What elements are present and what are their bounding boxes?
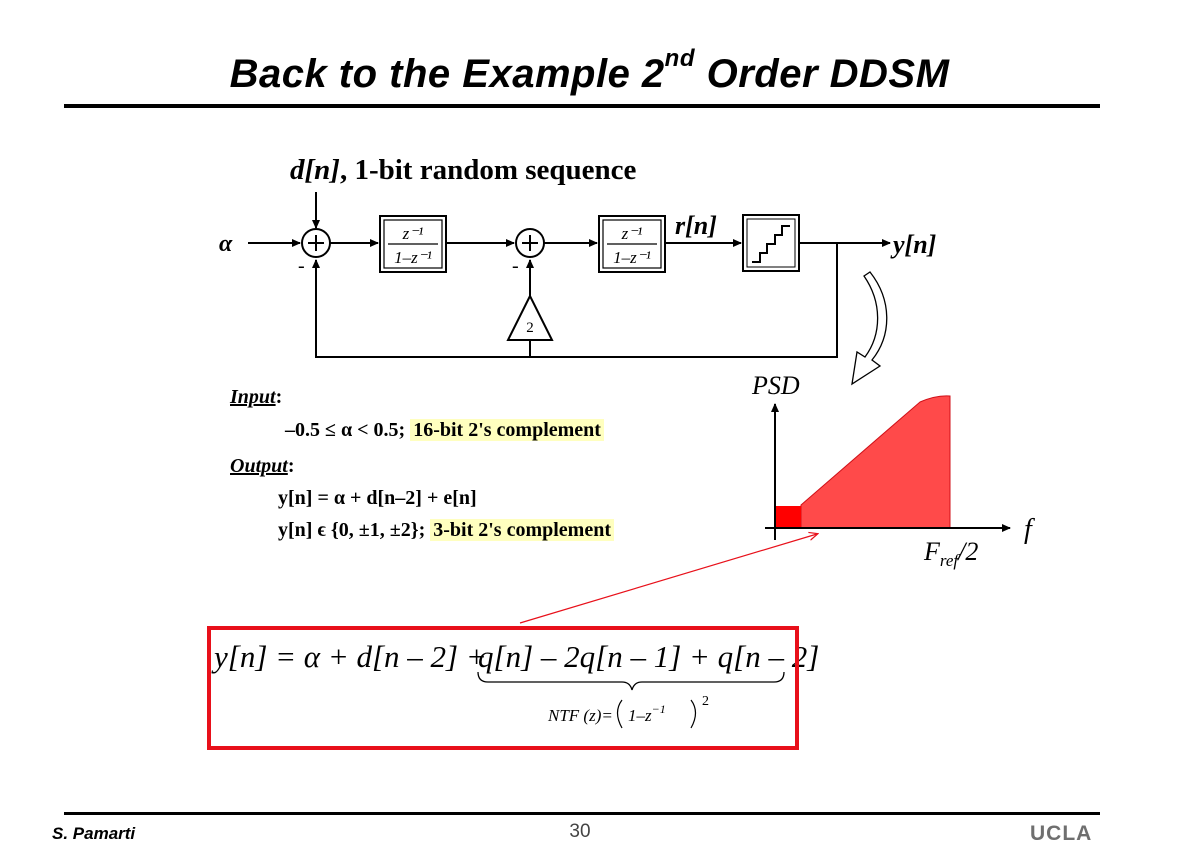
ntf-outer-exponent: 2 [702, 694, 709, 709]
integrator2-numerator: z⁻¹ [621, 224, 643, 243]
equation-box [207, 626, 799, 750]
footer-rule [64, 812, 1100, 815]
summing-junction-2 [516, 229, 544, 257]
gain-block [508, 296, 552, 340]
equation-lhs: y[n] = α + d[n – 2] + [214, 639, 487, 674]
integrator1-denominator: 1–z⁻¹ [394, 248, 432, 267]
input-format-highlight: 16-bit 2's complement [410, 419, 604, 441]
ucla-logo: UCLA [1030, 822, 1093, 845]
ntf-label: NTF (z)= [548, 706, 613, 725]
psd-x-end-label: $F_{ref}/2$ [924, 537, 979, 570]
psd-plot [751, 371, 1035, 570]
dither-label: d[n], 1-bit random sequence [290, 154, 637, 186]
output-equation: y[n] = α + d[n–2] + e[n] [278, 487, 477, 509]
output-format-highlight: 3-bit 2's complement [430, 519, 614, 541]
input-spec: –0.5 ≤ α < 0.5; 16-bit 2's complement [285, 418, 604, 442]
output-signal-label: y[n] [893, 230, 937, 259]
psd-x-label: f [1024, 514, 1032, 545]
ntf-expression: $1-z^{-1}$ [628, 702, 666, 725]
summing-junction-1 [302, 229, 330, 257]
summer2-minus-sign: - [512, 255, 519, 277]
slide-title: Back to the Example 2nd Order DDSM [229, 45, 950, 96]
page-number: 30 [569, 821, 591, 842]
integrator-block-1 [380, 216, 446, 272]
output-heading-line: Output: [230, 455, 295, 477]
input-heading-line: Input: [230, 386, 283, 408]
summer1-minus-sign: - [298, 255, 305, 277]
output-spec: y[n] ϵ {0, ±1, ±2}; 3-bit 2's complement [278, 518, 614, 542]
psd-noise-shaped-region [801, 396, 950, 528]
integrator-block-2 [599, 216, 665, 272]
footer-author: S. Pamarti [52, 824, 136, 843]
curved-hollow-arrow-icon [852, 272, 887, 384]
quantizer-block [743, 215, 799, 271]
equation-quantization-noise-term: q[n] – 2q[n – 1] + q[n – 2] [478, 639, 820, 674]
internal-signal-label: r[n] [675, 211, 717, 240]
input-alpha-label: α [219, 231, 233, 257]
integrator1-numerator: z⁻¹ [402, 224, 424, 243]
integrator2-denominator: 1–z⁻¹ [613, 248, 651, 267]
gain-value: 2 [526, 320, 534, 336]
psd-signal-band [776, 506, 801, 528]
psd-y-label: PSD [752, 371, 800, 400]
red-pointer-line [520, 534, 817, 623]
